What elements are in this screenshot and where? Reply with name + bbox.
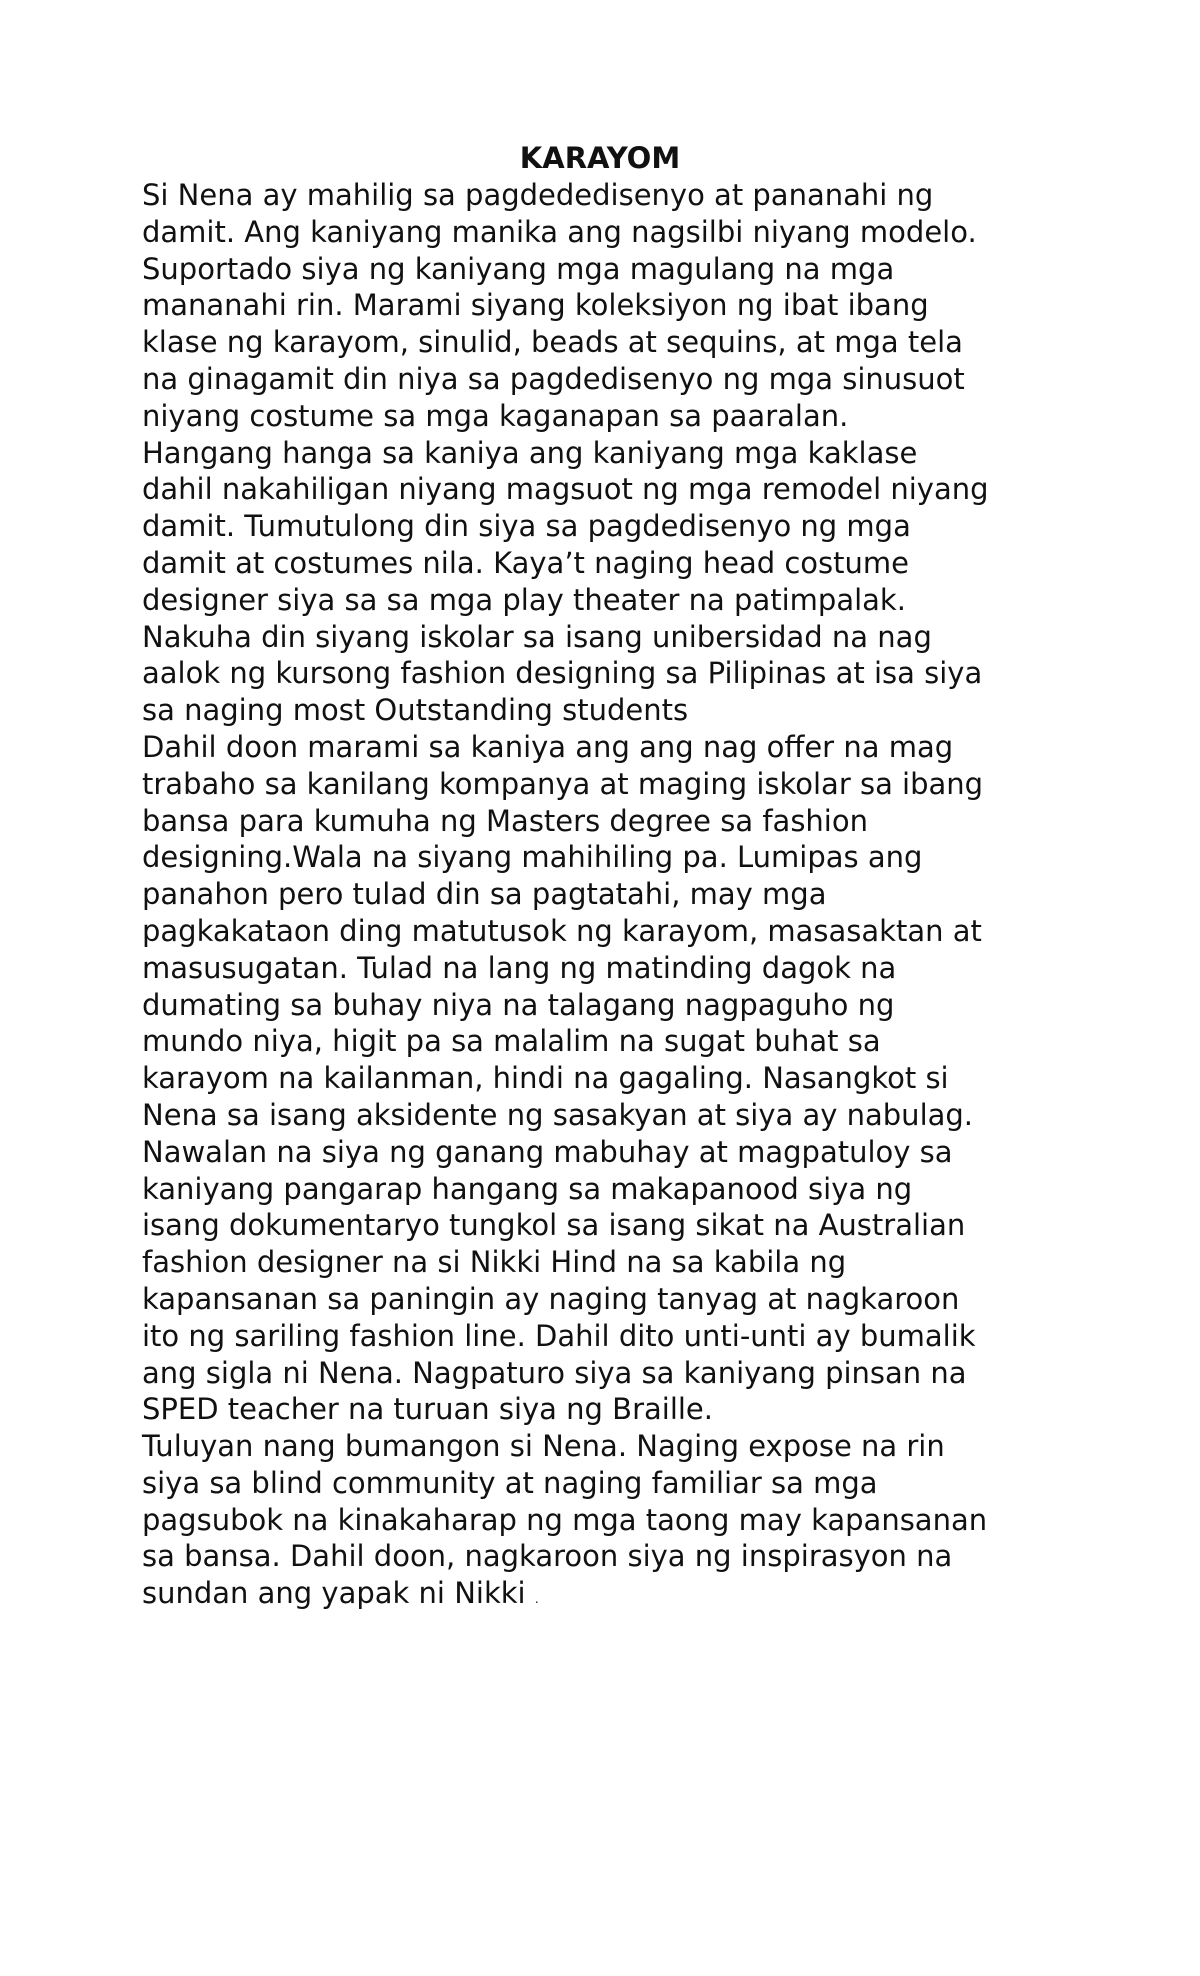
body-line: isang dokumentaryo tungkol sa isang sikat na Australian <box>142 1208 966 1243</box>
body-line: designer siya sa sa mga play theater na patimpalak. <box>142 582 906 617</box>
body-line-last <box>142 1575 1082 1618</box>
body-line: damit at costumes nila. Kaya’t naging head costume <box>142 545 909 580</box>
body-line: masusugatan. Tulad na lang ng matinding dagok na <box>142 950 897 985</box>
body-line: mundo niya, higit pa sa malalim na sugat buhat sa <box>142 1024 881 1059</box>
body-line: Suportado siya ng kaniyang mga magulang na mga <box>142 251 895 286</box>
body-line: dumating sa buhay niya na talagang nagpaguho ng <box>142 987 895 1022</box>
body-line: mananahi rin. Marami siyang koleksiyon ng ibat ibang <box>142 288 929 323</box>
last-line-end: . <box>534 1592 539 1607</box>
body-line: pagkakataon ding matutusok ng karayom, masasaktan at <box>142 913 982 948</box>
body-line: damit. Tumutulong din siya sa pagdedisenyo ng mga <box>142 509 911 544</box>
body-line: aalok ng kursong fashion designing sa Pilipinas at isa siya <box>142 656 983 691</box>
body-line: dahil nakahiligan niyang magsuot ng mga remodel niyang <box>142 472 989 507</box>
document-title: KARAYOM <box>519 141 681 175</box>
body-line: na ginagamit din niya sa pagdedisenyo ng mga sinusuot <box>142 361 965 396</box>
body-line: kapansanan sa paningin ay naging tanyag at nagkaroon <box>142 1281 960 1316</box>
body-line: designing.Wala na siyang mahihiling pa. Lumipas ang <box>142 840 923 875</box>
story-body <box>142 177 1082 1618</box>
body-line: Nakuha din siyang iskolar sa isang unibersidad na nag <box>142 619 932 654</box>
body-line: karayom na kailanman, hindi na gagaling. Nasangkot si <box>142 1061 949 1096</box>
body-line: niyang costume sa mga kaganapan sa paaralan. <box>142 398 849 433</box>
body-line: klase ng karayom, sinulid, beads at sequins, at mga tela <box>142 325 963 360</box>
body-line: SPED teacher na turuan siya ng Braille. <box>142 1392 713 1427</box>
body-line: Dahil doon marami sa kaniya ang ang nag offer na mag <box>142 729 954 764</box>
body-line: siya sa blind community at naging familiar sa mga <box>142 1465 878 1500</box>
body-line: ang sigla ni Nena. Nagpaturo siya sa kaniyang pinsan na <box>142 1355 967 1390</box>
body-line: sa naging most Outstanding students <box>142 693 689 728</box>
body-line: damit. Ang kaniyang manika ang nagsilbi niyang modelo. <box>142 214 977 249</box>
body-line: bansa para kumuha ng Masters degree sa fashion <box>142 803 868 838</box>
body-line: Tuluyan nang bumangon si Nena. Naging expose na rin <box>142 1429 945 1464</box>
body-line: Si Nena ay mahilig sa pagdededisenyo at pananahi ng <box>142 178 934 212</box>
body-line: Nena sa isang aksidente ng sasakyan at siya ay nabulag. <box>142 1097 974 1132</box>
body-line: kaniyang pangarap hangang sa makapanood siya ng <box>142 1171 913 1206</box>
body-line: sa bansa. Dahil doon, nagkaroon siya ng inspirasyon na <box>142 1539 953 1574</box>
body-line: ito ng sariling fashion line. Dahil dito unti-unti ay bumalik <box>142 1318 976 1353</box>
last-line-text: sundan ang yapak ni Nikki <box>142 1576 526 1611</box>
body-line: panahon pero tulad din sa pagtatahi, may mga <box>142 877 827 912</box>
body-line: Nawalan na siya ng ganang mabuhay at magpatuloy sa <box>142 1134 953 1169</box>
body-line: trabaho sa kanilang kompanya at maging iskolar sa ibang <box>142 766 984 801</box>
body-line: fashion designer na si Nikki Hind na sa kabila ng <box>142 1245 847 1280</box>
body-line: Hangang hanga sa kaniya ang kaniyang mga kaklase <box>142 435 918 470</box>
body-line: pagsubok na kinakaharap ng mga taong may kapansanan <box>142 1502 988 1537</box>
